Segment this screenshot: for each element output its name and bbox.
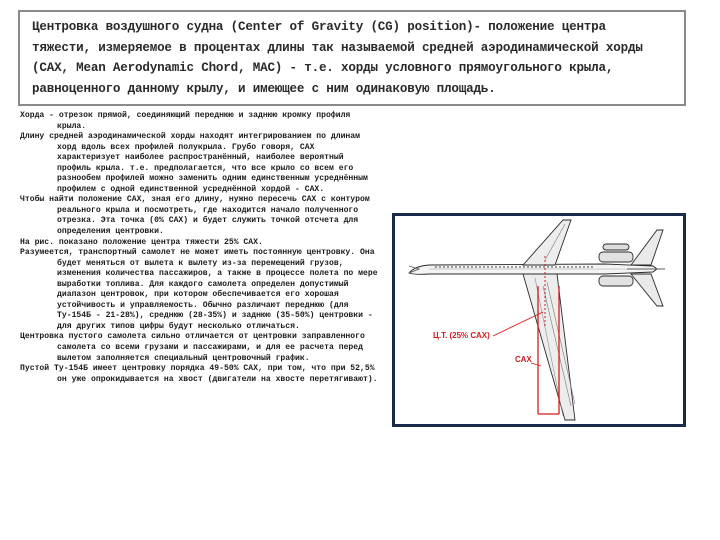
paragraph-figure-note: На рис. показано положение центра тяжести 25% САХ. [20, 237, 263, 247]
cg-label: Ц.Т. (25% САХ) [433, 331, 490, 340]
paragraph-empty-aircraft: Центровка пустого самолета сильно отличается от центровки заправленного самолета со всеми грузами и пассажирами, и для ее расчета перед вылетом заполняется специальный центровочный график. [20, 332, 365, 363]
paragraph-chord-definition: Хорда - отрезок прямой, соединяющий переднюю и заднюю кромку профиля крыла. [20, 111, 351, 131]
body-text [20, 111, 382, 385]
aircraft-planform-drawing [395, 216, 683, 424]
paragraph-mac-length: Длину средней аэродинамической хорды находят интегрированием по длинам хорд вдоль всех профилей полукрыла. Грубо говоря, САХ характеризует наиболее распространённый, наиболее вероятный профиль крыла. т.е. предполагается, что все крыло со всем его разнообем профилей можно заменить одним единственным усреднённым профилем с одной единственной усреднённой хордой - САХ. [20, 132, 368, 194]
mac-leader-line [531, 363, 541, 366]
mac-label: САХ [515, 355, 532, 364]
slide-title-box [18, 10, 686, 106]
paragraph-tu154-empty-cg: Пустой Ту-154Б имеет центровку порядка 49-50% САХ, при том, что при 52,5% он уже опрокидывается на хвост (двигатели на хвосте перетягивают). [20, 364, 378, 384]
aircraft-outline [409, 220, 665, 420]
paragraph-cg-range: Разумеется, транспортный самолет не может иметь постоянную центровку. Она будет меняться от вылета к вылету из-за перемещений грузов, изменения количества пассажиров, а также в процессе полета по мере выработки топлива. Для каждого самолета определен допустимый диапазон центровок, при котором обеспечивается его хорошая устойчивость и управляемость. Обычно различают переднюю (для Ту-154Б - 21-28%), среднюю (28-35%) и заднюю (35-50%) центровки - для других типов цифры будут несколько отличаться. [20, 248, 378, 331]
paragraph-mac-position: Чтобы найти положение САХ, зная его длину, нужно пересечь САХ с контуром реального крыла и посмотреть, где находится начало полученного отрезка. Эта точка (0% САХ) и будет служить точкой отсчета для определения центровки. [20, 195, 370, 237]
cg-leader-line [493, 312, 543, 336]
aircraft-figure [392, 213, 686, 427]
slide-title: Центровка воздушного судна (Center of Gravity (CG) position)- положение центра тяжести, измеряемое в процентах длины так называемой средней аэродинамической хорды (САХ, Mean Aerodynamic Chord, MAC) - т.е. хорды условного прямоугольного крыла, равноценного данному крылу, и имеющее с ним одинаковую площадь. [32, 20, 643, 96]
